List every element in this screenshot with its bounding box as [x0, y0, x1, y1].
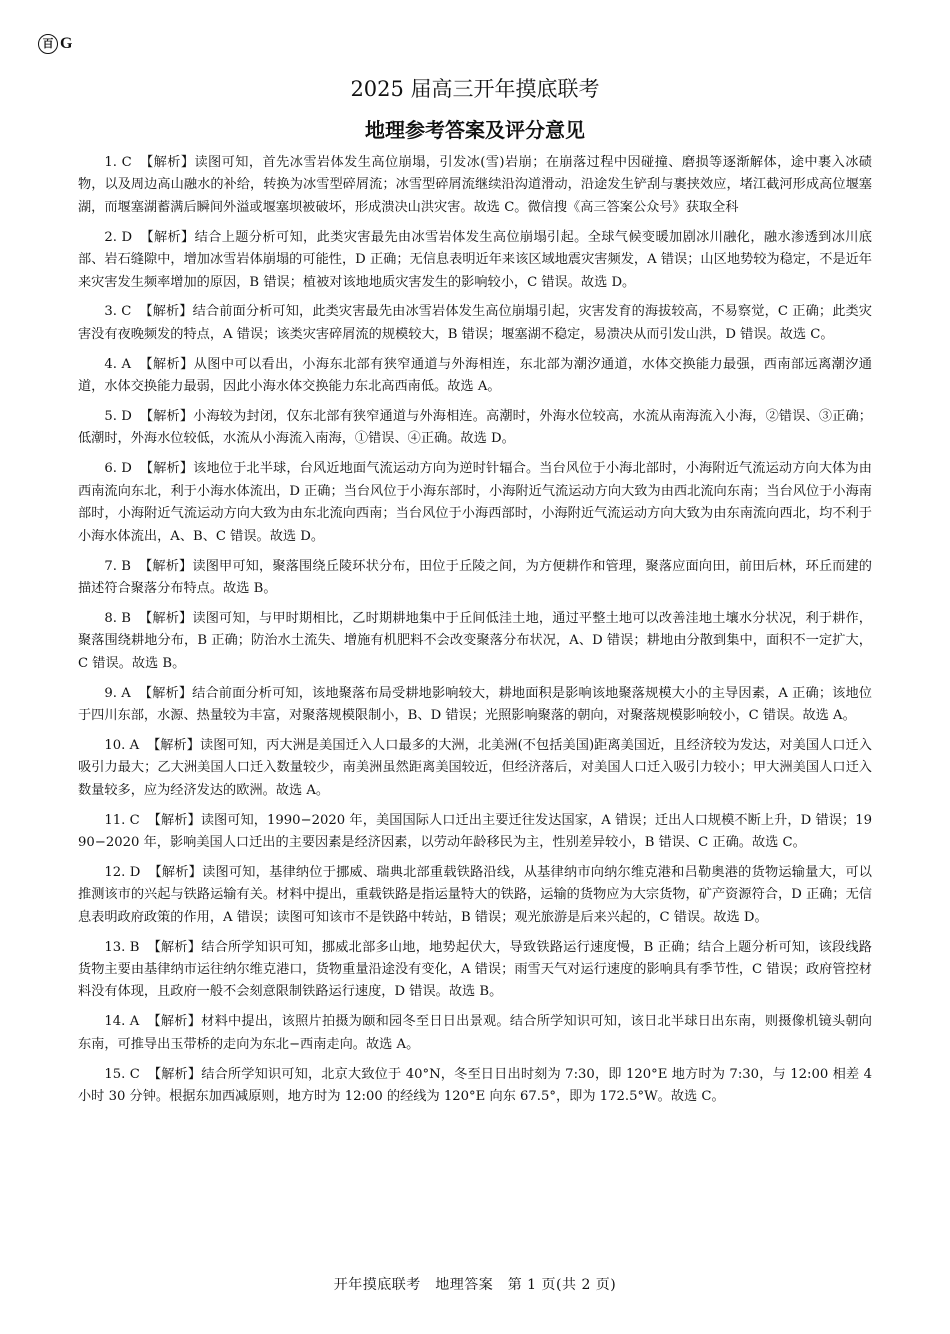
answer-explanation: 【解析】读图可知，丙大洲是美国迁入人口最多的大洲，北美洲(不包括美国)距离美国近，且经济较为发达，对美国人口迁入吸引力最大；乙大洲美国人口迁入数量较少，南美洲虽然距离美国较近，但经济落后，对美国人口迁入吸引力较小；甲大洲美国人口迁入数量较多，应为经济发达的欧洲。故选 A。 [78, 737, 872, 798]
answer-number: 2. D [104, 229, 133, 245]
answer-number: 10. A [104, 737, 140, 753]
answer-number: 15. C [104, 1066, 140, 1082]
answer-number: 7. B [104, 558, 131, 574]
answer-number: 11. C [104, 812, 140, 828]
answer-item-13 [78, 937, 872, 1004]
answer-item-10 [78, 735, 872, 802]
answer-item-1 [78, 152, 872, 219]
answer-item-2 [78, 227, 872, 294]
answer-explanation: 【解析】小海较为封闭，仅东北部有狭窄通道与外海相连。高潮时，外海水位较高，水流从南海流入小海，②错误、③正确；低潮时，外海水位较低，水流从小海流入南海，①错误、④正确。故选 D。 [78, 409, 872, 447]
answer-item-5 [78, 406, 872, 451]
answer-item-15 [78, 1064, 872, 1109]
answer-explanation: 【解析】读图可知，与甲时期相比，乙时期耕地集中于丘间低洼土地，通过平整土地可以改善洼地土壤水分状况，利于耕作，聚落围绕耕地分布，B 正确；防治水土流失、增施有机肥料不会改变聚落分布状况，A、D 错误；耕地由分散到集中，面积不一定扩大，C 错误。故选 B。 [78, 610, 872, 671]
answer-number: 5. D [104, 409, 132, 425]
answer-explanation: 【解析】结合所学知识可知，挪威北部多山地，地势起伏大，导致铁路运行速度慢，B 正确；结合上题分析可知，该段线路货物主要由基律纳市运往纳尔维克港口，货物重量沿途没有变化，A 错误；雨雪天气对运行速度的影响具有季节性，C 错误；政府管控材料没有体现，且政府一般不会刻意限制铁路运行速度，D 错误。故选 B。 [78, 939, 872, 1000]
answer-number: 8. B [104, 610, 131, 626]
answer-item-7 [78, 556, 872, 601]
answer-item-9 [78, 683, 872, 728]
answer-explanation: 【解析】读图可知，首先冰雪岩体发生高位崩塌，引发冰(雪)岩崩；在崩落过程中因碰撞、磨损等逐渐解体，途中裹入冰碛物，以及周边高山融水的补给，转换为冰雪型碎屑流；冰雪型碎屑流继续沿沟道滑动，沿途发生铲刮与裹挟效应，堵江截河形成高位堰塞湖，而堰塞湖蓄满后瞬间外溢或堰塞坝被破坏，形成溃决山洪灾害。故选 C。微信搜《高三答案公众号》获取全科 [78, 155, 872, 215]
answer-number: 4. A [104, 356, 132, 372]
answer-number: 3. C [104, 304, 132, 320]
logo-letter: G [60, 35, 73, 52]
answer-explanation: 【解析】读图可知，基律纳位于挪威、瑞典北部重载铁路沿线，从基律纳市向纳尔维克港和吕勒奥港的货物运输量大，可以推测该市的兴起与铁路运输有关。材料中提出，重载铁路是指运量特大的铁路，运输的货物应为大宗货物，矿产资源符合，D 正确；无信息表明政府政策的作用，A 错误；读图可知该市不是铁路中转站，B 错误；观光旅游是后来兴起的，C 错误。故选 D。 [78, 864, 872, 925]
answer-explanation: 【解析】从图中可以看出，小海东北部有狭窄通道与外海相连，东北部为潮汐通道，水体交换能力最强，西南部远离潮汐通道，水体交换能力最弱，因此小海水体交换能力东北高西南低。故选 A。 [78, 356, 872, 395]
publisher-logo [38, 34, 72, 54]
answer-number: 9. A [104, 685, 131, 701]
answer-explanation: 【解析】读图可知，1990−2020 年，美国国际人口迁出主要迁往发达国家，A 错误；迁出人口规模不断上升，D 错误；1990−2020 年，影响美国人口迁出的主要因素是经济因素，以劳动年龄移民为主，性别差异较小，B 错误、C 正确。故选 C。 [78, 812, 872, 850]
answer-number: 13. B [104, 939, 140, 955]
answer-number: 6. D [104, 461, 132, 477]
answer-explanation: 【解析】该地位于北半球，台风近地面气流运动方向为逆时针辐合。当台风位于小海北部时，小海附近气流运动方向大体为由西南流向东北，利于小海水体流出，D 正确；当台风位于小海东部时，小海附近气流运动方向大致为由西北流向东南；当台风位于小海南部时，小海附近气流运动方向大致为由东北流向西南；当台风位于小海西部时，小海附近气流运动方向大致为由东南流向西北，均不利于小海水体流出，A、B、C 错误。故选 D。 [78, 461, 872, 544]
answer-item-14 [78, 1011, 872, 1056]
answer-item-8 [78, 608, 872, 675]
answer-list [78, 152, 872, 1116]
page-footer: 开年摸底联考 地理答案 第 1 页(共 2 页) [333, 1277, 617, 1293]
answer-item-4 [78, 354, 872, 399]
answer-number: 14. A [104, 1014, 140, 1030]
answer-explanation: 【解析】结合所学知识可知，北京大致位于 40°N，冬至日日出时刻为 7:30，即 120°E 地方时为 7:30，与 12:00 相差 4 小时 30 分钟。根据东加西减原则，地方时为 12:00 的经线为 120°E 向东 67.5°，即为 172.5°W。故选 C。 [78, 1066, 872, 1105]
answer-explanation: 【解析】结合前面分析可知，该地聚落布局受耕地影响较大，耕地面积是影响该地聚落规模大小的主导因素，A 正确；该地位于四川东部，水源、热量较为丰富，对聚落规模限制小，B、D 错误；光照影响聚落的朝向，对聚落规模影响较小，C 错误。故选 A。 [78, 685, 872, 723]
answer-explanation: 【解析】结合上题分析可知，此类灾害最先由冰雪岩体发生高位崩塌引起。全球气候变暖加剧冰川融化，融水渗透到冰川底部、岩石缝隙中，增加冰雪岩体崩塌的可能性，D 正确；无信息表明近年来该区域地震灾害频发，A 错误；山区地势较为稳定，不是近年来灾害发生频率增加的原因，B 错误；植被对该地地质灾害发生的影响较小，C 错误。故选 D。 [78, 229, 872, 290]
answer-item-12 [78, 862, 872, 929]
document-title: 2025 届高三开年摸底联考 [350, 77, 600, 101]
document-subtitle: 地理参考答案及评分意见 [365, 118, 585, 142]
answer-item-11 [78, 810, 872, 855]
logo-seal-icon: 百 [38, 34, 58, 54]
answer-explanation: 【解析】材料中提出，该照片拍摄为颐和园冬至日日出景观。结合所学知识可知，该日北半球日出东南，则摄像机镜头朝向东南，可推导出玉带桥的走向为东北−西南走向。故选 A。 [78, 1014, 872, 1052]
answer-explanation: 【解析】结合前面分析可知，此类灾害最先由冰雪岩体发生高位崩塌引起，灾害发育的海拔较高，不易察觉，C 正确；此类灾害没有夜晚频发的特点，A 错误；该类灾害碎屑流的规模较大，B 错误；堰塞湖不稳定，易溃决从而引发山洪，D 错误。故选 C。 [78, 304, 872, 342]
answer-number: 12. D [104, 864, 141, 880]
answer-item-3 [78, 301, 872, 346]
answer-explanation: 【解析】读图甲可知，聚落围绕丘陵环状分布，田位于丘陵之间，为方便耕作和管理，聚落应面向田，前田后林，环丘而建的描述符合聚落分布特点。故选 B。 [78, 558, 872, 596]
answer-item-6 [78, 458, 872, 548]
answer-number: 1. C [104, 155, 132, 170]
